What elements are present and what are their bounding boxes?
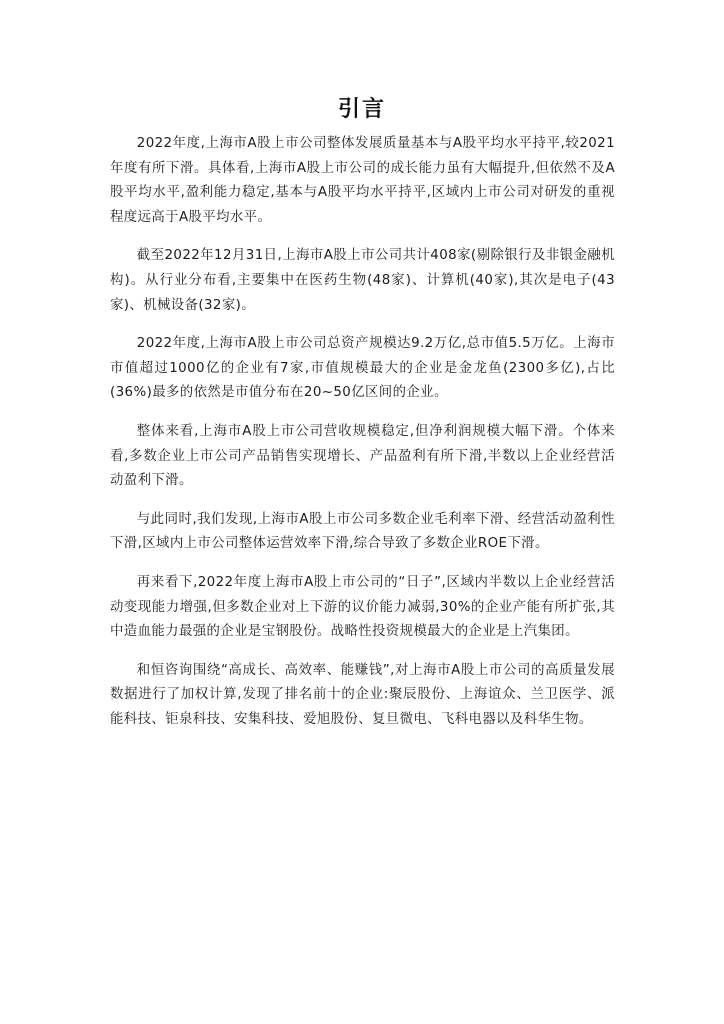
page-title: 引言: [337, 97, 386, 122]
paragraph-company-count: 截至2022年12月31日,上海市A股上市公司共计408家(剔除银行及非银金融机构)。从行业分布看,主要集中在医药生物(48家)、计算机(40家),其次是电子(43家)、机械设备(32家)。: [110, 248, 615, 313]
paragraph-asset-scale: 2022年度,上海市A股上市公司总资产规模达9.2万亿,总市值5.5万亿。上海市市值超过1000亿的企业有7家,市值规模最大的企业是金龙鱼(2300多亿),占比(36%)最多的依然是市值分布在20~50亿区间的企业。: [110, 336, 615, 401]
paragraph-revenue: 整体来看,上海市A股上市公司营收规模稳定,但净利润规模大幅下滑。个体来看,多数企业上市公司产品销售实现增长、产品盈利有所下滑,半数以上企业经营活动盈利下滑。: [110, 423, 615, 489]
paragraph-roe: 与此同时,我们发现,上海市A股上市公司多数企业毛利率下滑、经营活动盈利性下滑,区域内上市公司整体运营效率下滑,综合导致了多数企业ROE下滑。: [110, 511, 615, 552]
paragraph-overview: 2022年度,上海市A股上市公司整体发展质量基本与A股平均水平持平,较2021年度有所下滑。具体看,上海市A股上市公司的成长能力虽有大幅提升,但依然不及A股平均水平,盈利能力稳定,基本与A股平均水平持平,区域内上市公司对研发的重视程度远高于A股平均水平。: [110, 136, 615, 225]
document-body: [110, 132, 615, 746]
paragraph-ranking: 和恒咨询围绕“高成长、高效率、能赚钱”,对上海市A股上市公司的高质量发展数据进行了加权计算,发现了排名前十的企业:聚辰股份、上海谊众、兰卫医学、派能科技、钜泉科技、安集科技、爱旭股份、复旦微电、飞科电器以及科华生物。: [110, 662, 615, 727]
paragraph-operations: 再来看下,2022年度上海市A股上市公司的“日子”,区域内半数以上企业经营活动变现能力增强,但多数企业对上下游的议价能力减弱,30%的企业产能有所扩张,其中造血能力最强的企业是宝钢股份。战略性投资规模最大的企业是上汽集团。: [110, 574, 615, 640]
